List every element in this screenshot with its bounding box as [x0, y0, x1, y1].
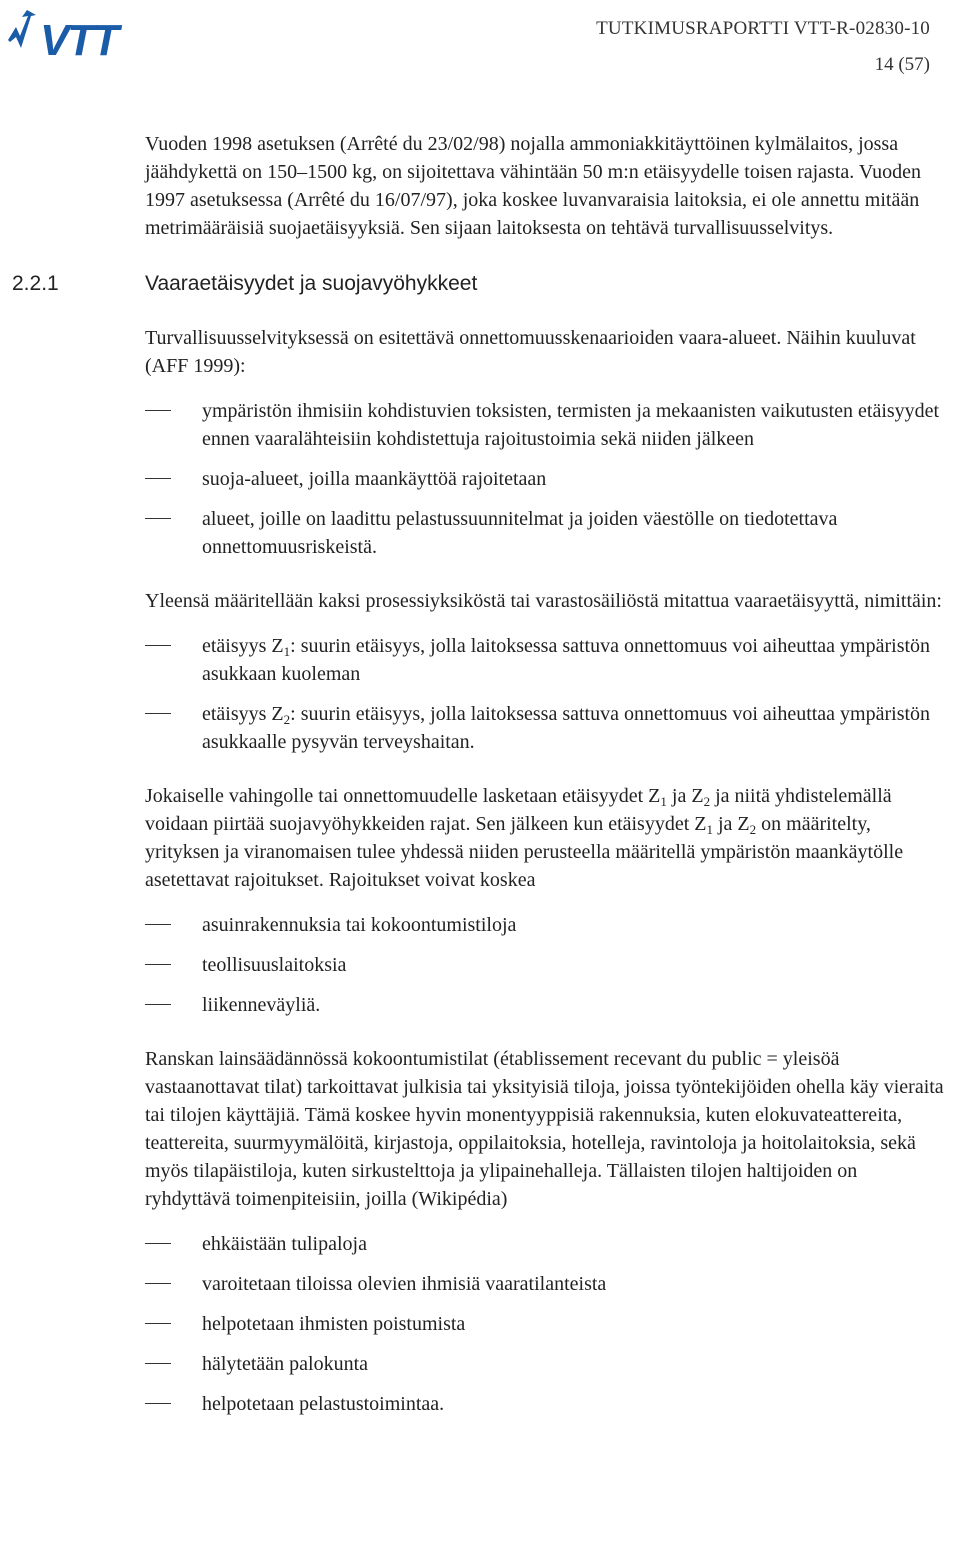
list-item: [145, 465, 945, 493]
report-id: TUTKIMUSRAPORTTI VTT-R-02830-10: [596, 18, 930, 39]
list-item: [145, 397, 945, 453]
list-item: [145, 1310, 945, 1338]
list-item-text: teollisuuslaitoksia: [202, 954, 347, 976]
list-1: [145, 397, 945, 561]
dash-bullet: [145, 1283, 171, 1284]
dash-bullet: [145, 518, 171, 519]
page-content: [12, 130, 945, 1444]
paragraph-3: Yleensä määritellään kaksi prosessiyksiköstä tai varastosäiliöstä mitattua vaaraetäisyyttä, nimittäin:: [145, 590, 942, 612]
vtt-logo: [6, 10, 158, 62]
dash-bullet: [145, 713, 171, 714]
list-item: [145, 911, 945, 939]
list-item-text: hälytetään palokunta: [202, 1353, 369, 1375]
list-item-text: asuinrakennuksia tai kokoontumistiloja: [202, 914, 517, 936]
dash-bullet: [145, 1403, 171, 1404]
list-item-text: liikenneväyliä.: [202, 994, 321, 1016]
list-item: [145, 951, 945, 979]
logo-text: VTT: [40, 16, 118, 62]
paragraph-4: Jokaiselle vahingolle tai onnettomuudelle lasketaan etäisyydet $Z_1$ ja $Z_2$ ja niitä yhdistelemällä voidaan piirtää suojavyöhykkeiden rajat. Sen jälkeen kun etäisyydet $Z_1$ ja $Z_2$ on määritelty, yrityksen ja viranomaisen tulee yhdessä niiden perusteella määritellä ympäristön maankäytölle asetettavat rajoitukset. Rajoitukset voivat koskea: [145, 785, 904, 891]
list-item: [145, 632, 945, 688]
page-number: 14 (57): [874, 54, 930, 75]
list-item: [145, 1230, 945, 1258]
list-4: [145, 1230, 945, 1418]
list-item: [145, 1350, 945, 1378]
dash-bullet: [145, 478, 171, 479]
dash-bullet: [145, 924, 171, 925]
list-item: [145, 1390, 945, 1418]
dash-bullet: [145, 964, 171, 965]
dash-bullet: [145, 645, 171, 646]
dash-bullet: [145, 410, 171, 411]
list-item: [145, 505, 945, 561]
list-item-text: ympäristön ihmisiin kohdistuvien toksisten, termisten ja mekaanisten vaikutusten etäisyydet ennen vaaralähteisiin kohdistettuja rajoitustoimia sekä niiden jälkeen: [202, 400, 940, 450]
intro-paragraph: Vuoden 1998 asetuksen (Arrêté du 23/02/98) nojalla ammoniakkitäyttöinen kylmälaitos, jossa jäähdykettä on 150–1500 kg, on sijoitettava vähintään 50 m:n etäisyydelle toisen rajasta. Vuoden 1997 asetuksessa (Arrêté du 16/07/97), joka koskee luvanvaraisia laitoksia, ei ole annettu mitään metrimääräisiä suojaetäisyyksiä. Sen sijaan laitoksesta on tehtävä turvallisuusselvitys.: [145, 133, 922, 239]
list-item-text: etäisyys $Z_2$: suurin etäisyys, jolla laitoksessa sattuva onnettomuus voi aiheuttaa ympäristön asukkaalle pysyvän terveyshaitan.: [202, 703, 931, 753]
paragraph-2: Turvallisuusselvityksessä on esitettävä onnettomuusskenaarioiden vaara-alueet. Näihin kuuluvat (AFF 1999):: [145, 327, 916, 377]
paragraph-5: Ranskan lainsäädännössä kokoontumistilat (établissement recevant du public = yleisöä vastaanottavat tilat) tarkoittavat julkisia tai yksityisiä tiloja, joissa työntekijöiden ohella käy vieraita tai tilojen käyttäjiä. Tämä koskee hyvin monentyyppisiä rakennuksia, kuten elokuvateattereita, teattereita, suurmyymälöitä, kirjastoja, oppilaitoksia, hotelleja, ravintoloja ja hoitolaitoksia, sekä myös tilapäistiloja, kuten sirkustelttoja ja ylipainehalleja. Tällaisten tilojen haltijoiden on ryhdyttävä toimenpiteisiin, joilla (Wikipédia): [145, 1048, 944, 1210]
list-item-text: helpotetaan ihmisten poistumista: [202, 1313, 466, 1335]
list-item-text: helpotetaan pelastustoimintaa.: [202, 1393, 445, 1415]
dash-bullet: [145, 1323, 171, 1324]
list-item: [145, 991, 945, 1019]
section-number: 2.2.1: [12, 272, 59, 295]
dash-bullet: [145, 1243, 171, 1244]
section-heading: [12, 270, 945, 298]
list-item-text: alueet, joille on laadittu pelastussuunnitelmat ja joiden väestölle on tiedotettava onnettomuusriskeistä.: [202, 508, 838, 558]
list-item-text: suoja-alueet, joilla maankäyttöä rajoitetaan: [202, 468, 547, 490]
list-2: [145, 632, 945, 756]
list-item-text: etäisyys $Z_1$: suurin etäisyys, jolla laitoksessa sattuva onnettomuus voi aiheuttaa ympäristön asukkaan kuoleman: [202, 635, 931, 685]
list-item-text: ehkäistään tulipaloja: [202, 1233, 367, 1255]
section-title: Vaaraetäisyydet ja suojavyöhykkeet: [145, 272, 478, 295]
dash-bullet: [145, 1004, 171, 1005]
list-3: [145, 911, 945, 1019]
list-item-text: varoitetaan tiloissa olevien ihmisiä vaaratilanteista: [202, 1273, 607, 1295]
list-item: [145, 1270, 945, 1298]
list-item: [145, 700, 945, 756]
dash-bullet: [145, 1363, 171, 1364]
